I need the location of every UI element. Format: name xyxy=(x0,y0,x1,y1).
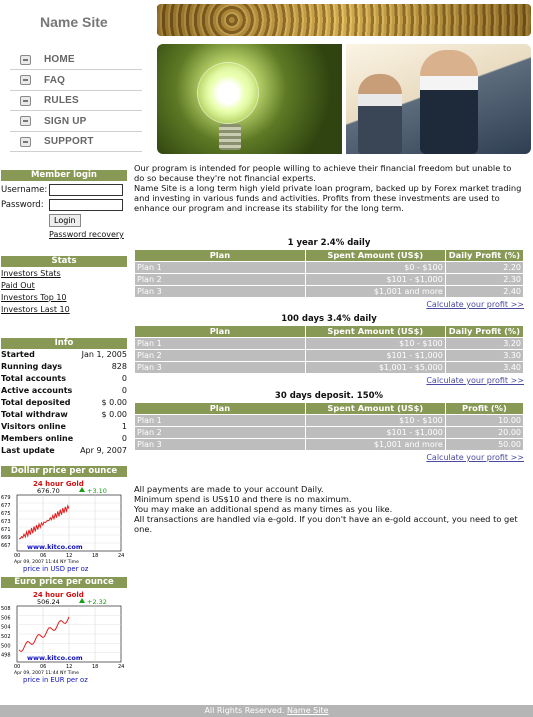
payment-notes xyxy=(134,484,524,534)
plan-cell: 50.00 xyxy=(446,439,523,450)
info-value: 828 xyxy=(111,362,127,371)
plan-cell: $1,001 and more xyxy=(306,439,445,450)
chart-caption: price in EUR per oz xyxy=(23,676,88,684)
page-icon xyxy=(20,116,31,126)
info-row xyxy=(1,397,127,409)
plan-header: Spent Amount (US$) xyxy=(306,403,445,414)
note: All payments are made to your account Daily. xyxy=(134,484,324,494)
info-row xyxy=(1,373,127,385)
plan-cell: 3.20 xyxy=(446,338,523,349)
plan-header: Plan xyxy=(135,403,305,414)
chart-y-tick: 508 xyxy=(1,606,11,612)
info-row xyxy=(1,433,127,445)
chart-date: Apr 09, 2007 11:44 NY Time xyxy=(14,671,79,676)
info-value: 0 xyxy=(121,434,127,443)
coins-banner xyxy=(157,4,531,36)
plan-table xyxy=(134,249,524,298)
calculate-profit-link[interactable]: Calculate your profit >> xyxy=(426,376,524,385)
chart-x-tick: 06 xyxy=(40,664,47,670)
chart-change: +3.10 xyxy=(87,487,107,495)
nav-label: RULES xyxy=(44,95,79,106)
chart-y-tick: 506 xyxy=(1,615,11,622)
info-row xyxy=(1,349,127,361)
table-row xyxy=(135,274,523,285)
info-key: Total withdraw xyxy=(1,410,68,419)
chart-x-tick: 12 xyxy=(66,553,73,559)
nav-label: HOME xyxy=(44,54,75,65)
plan-header: Plan xyxy=(135,250,305,261)
username-input[interactable] xyxy=(49,184,123,196)
plan-cell: $101 - $1,000 xyxy=(306,427,445,438)
info-key: Total accounts xyxy=(1,374,66,383)
chart-date: Apr 09, 2007 11:44 NY Time xyxy=(14,560,79,565)
gold-eur-widget xyxy=(1,577,127,688)
nav-label: FAQ xyxy=(44,74,66,86)
chart-y-tick: 673 xyxy=(1,519,11,525)
plan-title: 30 days deposit. 150% xyxy=(274,391,384,401)
table-row xyxy=(135,427,523,438)
main-nav xyxy=(10,50,142,153)
investors-last-10-link[interactable]: Investors Last 10 xyxy=(1,305,70,314)
site-name: Name Site xyxy=(40,14,108,30)
plan-cell: $10 - $100 xyxy=(306,415,445,426)
chart-y-tick: 677 xyxy=(1,503,11,509)
plan-cell: 3.30 xyxy=(446,350,523,361)
password-input[interactable] xyxy=(49,199,123,211)
plan-cell: 2.20 xyxy=(446,262,523,273)
chart-x-tick: 06 xyxy=(40,553,47,559)
plan-cell: Plan 2 xyxy=(135,350,305,361)
note: All transactions are handled via e-gold. If you don't have an e-gold account, you need to get one. xyxy=(134,514,518,534)
info-value: $ 0.00 xyxy=(101,410,127,419)
page-icon xyxy=(20,55,31,65)
password-recovery-link[interactable]: Password recovery xyxy=(49,230,124,239)
plan-100-days xyxy=(134,313,524,385)
chart-y-tick: 667 xyxy=(1,543,11,549)
chart-x-tick: 12 xyxy=(66,664,73,670)
gold-usd-chart[interactable] xyxy=(1,479,127,577)
page-icon xyxy=(20,96,31,106)
info-key: Members online xyxy=(1,434,74,443)
plan-cell: Plan 1 xyxy=(135,415,305,426)
plan-cell: 2.40 xyxy=(446,286,523,297)
nav-faq[interactable] xyxy=(10,71,142,91)
calculate-profit-link[interactable]: Calculate your profit >> xyxy=(426,300,524,309)
paid-out-link[interactable]: Paid Out xyxy=(1,281,35,290)
info-title: Info xyxy=(1,338,127,349)
login-title: Member login xyxy=(1,170,127,181)
plan-header: Daily Profit (%) xyxy=(446,250,523,261)
plan-cell: Plan 1 xyxy=(135,338,305,349)
plan-cell: $1,001 - $5,000 xyxy=(306,362,445,373)
table-row xyxy=(135,338,523,349)
investors-stats-link[interactable]: Investors Stats xyxy=(1,269,61,278)
info-value: Apr 9, 2007 xyxy=(80,446,127,455)
intro-paragraph-1: Our program is intended for people willing to achieve their financial freedom but unable to do so because they're not financial experts. xyxy=(134,163,512,183)
chart-x-tick: 18 xyxy=(92,664,99,670)
chart-y-tick: 669 xyxy=(1,535,11,541)
login-button[interactable]: Login xyxy=(49,214,81,227)
plan-cell: 2.30 xyxy=(446,274,523,285)
chart-y-tick: 679 xyxy=(1,495,11,501)
chart-x-tick: 00 xyxy=(14,553,21,559)
chart-y-tick: 671 xyxy=(1,527,11,533)
chart-caption: price in USD per oz xyxy=(23,565,89,573)
plan-title: 100 days 3.4% daily xyxy=(281,314,377,324)
plan-header: Spent Amount (US$) xyxy=(306,250,445,261)
table-row xyxy=(135,415,523,426)
plan-cell: $10 - $100 xyxy=(306,338,445,349)
page-icon xyxy=(20,137,31,147)
username-label: Username: xyxy=(1,185,48,195)
info-box xyxy=(1,338,127,457)
plan-cell: Plan 2 xyxy=(135,274,305,285)
plan-cell: Plan 1 xyxy=(135,262,305,273)
footer-text: All Rights Reserved. xyxy=(204,706,285,715)
password-label: Password: xyxy=(1,200,44,210)
gold-usd-title: Dollar price per ounce xyxy=(1,466,127,477)
plan-table xyxy=(134,325,524,374)
chart-y-tick: 675 xyxy=(1,511,11,517)
stats-box xyxy=(1,256,127,315)
table-row xyxy=(135,439,523,450)
lightbulb-photo xyxy=(157,44,342,154)
businessmen-photo xyxy=(346,44,531,154)
chart-brand: www.kitco.com xyxy=(27,654,83,662)
info-row xyxy=(1,421,127,433)
chart-header: 24 hour Gold xyxy=(33,480,84,488)
chart-x-tick: 00 xyxy=(14,664,21,670)
stats-title: Stats xyxy=(1,256,127,267)
chart-y-tick: 500 xyxy=(1,643,11,650)
plan-header: Daily Profit (%) xyxy=(446,326,523,337)
plan-cell: $0 - $100 xyxy=(306,262,445,273)
footer-site-link[interactable]: Name Site xyxy=(287,706,329,715)
info-row xyxy=(1,409,127,421)
chart-x-tick: 24 xyxy=(118,664,125,670)
plan-cell: 3.40 xyxy=(446,362,523,373)
nav-home[interactable] xyxy=(10,50,142,70)
info-key: Visitors online xyxy=(1,422,66,431)
intro-text xyxy=(134,163,524,213)
nav-label: SIGN UP xyxy=(44,115,87,127)
note: Minimum spend is US$10 and there is no maximum. xyxy=(134,494,352,504)
table-row xyxy=(135,362,523,373)
info-value: 0 xyxy=(121,386,127,395)
plan-cell: $101 - $1,000 xyxy=(306,274,445,285)
member-login-box xyxy=(1,170,127,239)
plan-cell: 20.00 xyxy=(446,427,523,438)
info-key: Last update xyxy=(1,446,55,455)
info-row xyxy=(1,445,127,457)
plan-header: Profit (%) xyxy=(446,403,523,414)
plan-cell: Plan 3 xyxy=(135,439,305,450)
nav-support[interactable] xyxy=(10,132,142,152)
info-value: Jan 1, 2005 xyxy=(81,350,127,359)
plan-title: 1 year 2.4% daily xyxy=(287,238,371,248)
gold-usd-widget xyxy=(1,466,127,577)
calculate-profit-link[interactable]: Calculate your profit >> xyxy=(426,453,524,462)
info-key: Started xyxy=(1,350,35,359)
chart-y-tick: 504 xyxy=(1,624,11,631)
chart-price: 676.70 xyxy=(37,487,60,495)
chart-x-tick: 24 xyxy=(118,553,125,559)
chart-change: +2.32 xyxy=(87,598,107,606)
plan-cell: Plan 2 xyxy=(135,427,305,438)
plan-table xyxy=(134,402,524,451)
table-row xyxy=(135,350,523,361)
investors-top-10-link[interactable]: Investors Top 10 xyxy=(1,293,67,302)
footer xyxy=(0,705,533,717)
table-row xyxy=(135,262,523,273)
plan-cell: $1,001 and more xyxy=(306,286,445,297)
page-icon xyxy=(20,75,31,85)
plan-cell: $101 - $1,000 xyxy=(306,350,445,361)
intro-paragraph-2: Name Site is a long term high yield private loan program, backed up by Forex market trading and investing in various funds and activities. Profits from these investments are used to enhance our program and increase its stability for the long term. xyxy=(134,183,522,213)
chart-x-tick: 18 xyxy=(92,553,99,559)
gold-eur-title: Euro price per ounce xyxy=(1,577,127,588)
nav-signup[interactable] xyxy=(10,112,142,132)
info-key: Total deposited xyxy=(1,398,71,407)
chart-price: 506.24 xyxy=(37,598,60,606)
plan-cell: Plan 3 xyxy=(135,286,305,297)
plan-header: Plan xyxy=(135,326,305,337)
info-row xyxy=(1,385,127,397)
nav-rules[interactable] xyxy=(10,91,142,111)
info-value: $ 0.00 xyxy=(101,398,127,407)
plan-1-year xyxy=(134,237,524,309)
plan-cell: Plan 3 xyxy=(135,362,305,373)
chart-header: 24 hour Gold xyxy=(33,591,84,599)
info-key: Running days xyxy=(1,362,63,371)
gold-eur-chart[interactable] xyxy=(1,590,127,688)
plan-30-days xyxy=(134,390,524,462)
plan-header: Spent Amount (US$) xyxy=(306,326,445,337)
note: You may make an additional spend as many times as you like. xyxy=(134,504,393,514)
chart-y-tick: 498 xyxy=(1,652,11,659)
info-value: 0 xyxy=(121,374,127,383)
info-value: 1 xyxy=(121,422,127,431)
plan-cell: 10.00 xyxy=(446,415,523,426)
table-row xyxy=(135,286,523,297)
nav-label: SUPPORT xyxy=(44,136,94,147)
chart-brand: www.kitco.com xyxy=(27,543,83,551)
info-key: Active accounts xyxy=(1,386,73,395)
info-row xyxy=(1,361,127,373)
chart-y-tick: 502 xyxy=(1,634,11,640)
